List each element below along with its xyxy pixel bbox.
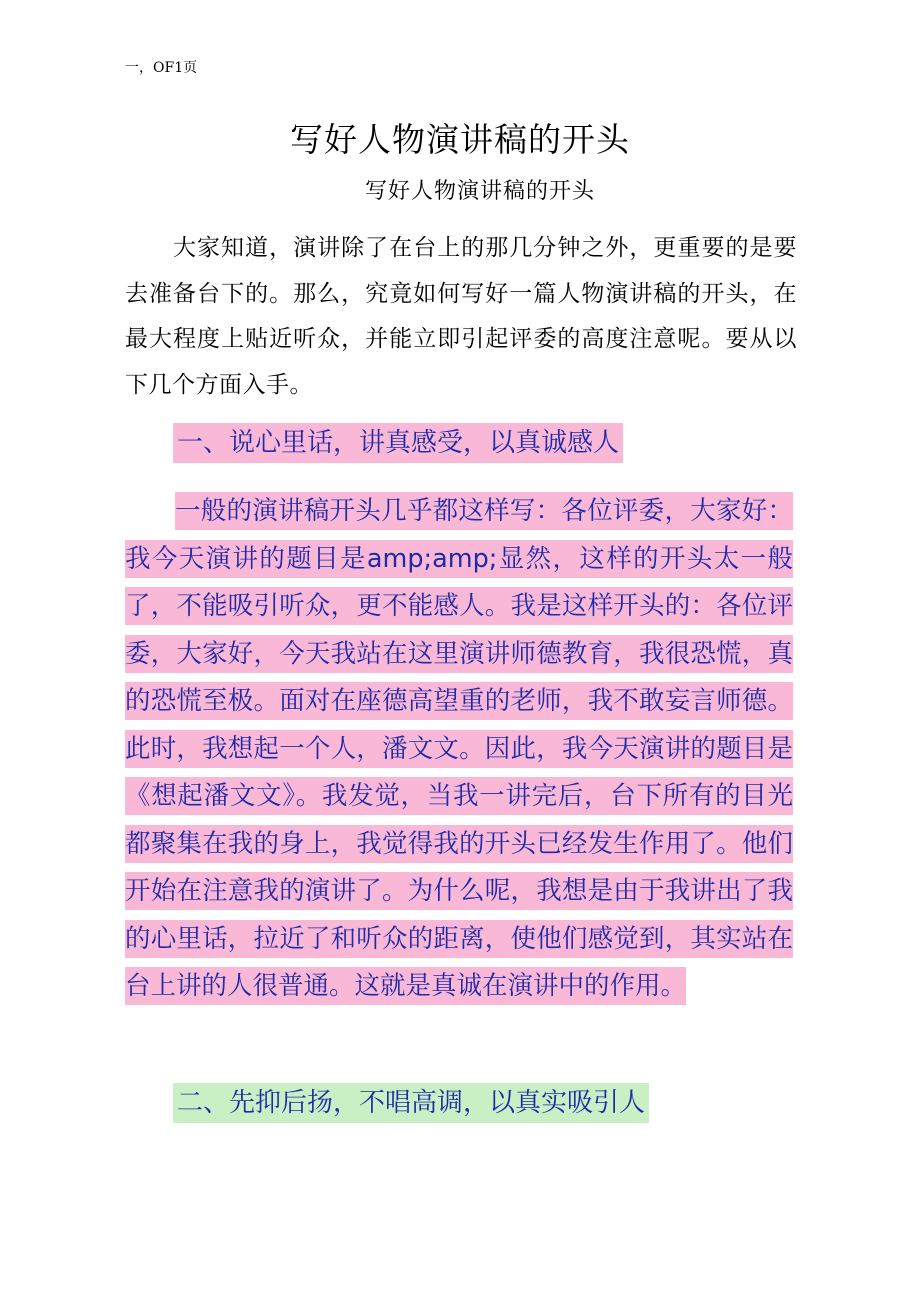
section-heading-1: 一、说心里话，讲真感受，以真诚感人: [173, 423, 623, 463]
highlighted-text: 一般的演讲稿开头几乎都这样写：各位评委，大家好：我今天演讲的题目是amp;amp;显然，这样的开头太一般了，不能吸引听众，更不能感人。我是这样开头的：各位评委，大家好，今天我站在这里演讲师德教育，我很恐慌，真的恐慌至极。面对在座德高望重的老师，我不敢妄言师德。此时，我想起一个人，潘文文。因此，我今天演讲的题目是《想起潘文文》。我发觉，当我一讲完后，台下所有的目光都聚集在我的身上，我觉得我的开头已经发生作用了。他们开始在注意我的演讲了。为什么呢，我想是由于我讲出了我的心里话，拉近了和听众的距离，使他们感觉到，其实站在台上讲的人很普通。这就是真诚在演讲中的作用。: [125, 492, 793, 1005]
document-subtitle: 写好人物演讲稿的开头: [365, 179, 596, 204]
document-title: 写好人物演讲稿的开头: [290, 120, 630, 159]
page-header: 一，OF1页: [125, 60, 198, 76]
section-heading-2: 二、先抑后扬，不唱高调，以真实吸引人: [173, 1083, 649, 1123]
section-1-paragraph: [125, 488, 793, 1011]
intro-paragraph: 大家知道，演讲除了在台上的那几分钟之外，更重要的是要去准备台下的。那么，究竟如何写好一篇人物演讲稿的开头，在最大程度上贴近听众，并能立即引起评委的高度注意呢。要从以下几个方面入手。: [125, 235, 797, 398]
